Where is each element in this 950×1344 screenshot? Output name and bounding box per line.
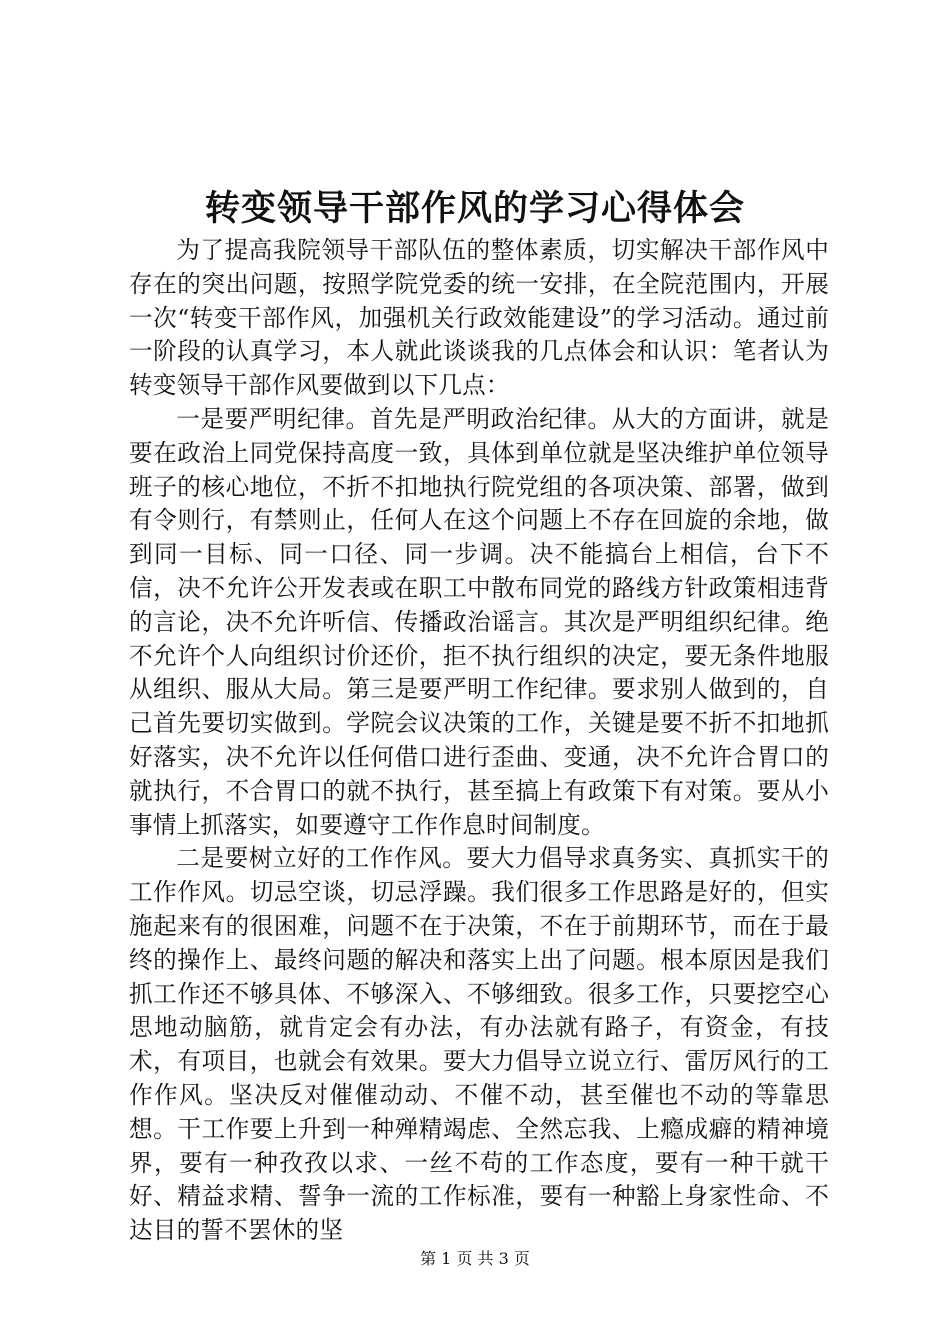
document-title: 转变领导干部作风的学习心得体会 — [204, 189, 745, 229]
paragraph-work-style: 二是要树立好的工作作风。要大力倡导求真务实、真抓实干的工作作风。切忌空谈，切忌浮躁。我们很多工作思路是好的，但实施起来有的很困难，问题不在于决策，不在于前期环节，而在于最终的操作上、最终问题的解决和落实上出了问题。根本原因是我们抓工作还不够具体、不够深入、不够细致。很多工作，只要挖空心思地动脑筋，就肯定会有办法，有办法就有路子，有资金，有技术，有项目，也就会有效果。要大力倡导立说立行、雷厉风行的工作作风。坚决反对催催动动、不催不动，甚至催也不动的等靠思想。干工作要上升到一种殚精竭虑、全然忘我、上瘾成癖的精神境界，要有一种孜孜以求、一丝不苟的工作态度，要有一种干就干好、精益求精、誓争一流的工作标准，要有一种豁上身家性命、不达目的誓不罢休的坚 — [129, 844, 829, 1245]
page-footer: 第 1 页 共 3 页 — [420, 1249, 530, 1268]
paragraph-intro: 为了提高我院领导干部队伍的整体素质，切实解决干部作风中存在的突出问题，按照学院党委的统一安排，在全院范围内，开展一次“转变干部作风，加强机关行政效能建设”的学习活动。通过前一阶段的认真学习，本人就此谈谈我的几点体会和认识：笔者认为转变领导干部作风要做到以下几点： — [129, 236, 829, 400]
paragraph-discipline: 一是要严明纪律。首先是严明政治纪律。从大的方面讲，就是要在政治上同党保持高度一致，具体到单位就是坚决维护单位领导班子的核心地位，不折不扣地执行院党组的各项决策、部署，做到有令则行，有禁则止，任何人在这个问题上不存在回旋的余地，做到同一目标、同一口径、同一步调。决不能搞台上相信，台下不信，决不允许公开发表或在职工中散布同党的路线方针政策相违背的言论，决不允许听信、传播政治谣言。其次是严明组织纪律。绝不允许个人向组织讨价还价，拒不执行组织的决定，要无条件地服从组织、服从大局。第三是要严明工作纪律。要求别人做到的，自己首先要切实做到。学院会议决策的工作，关键是要不折不扣地抓好落实，决不允许以任何借口进行歪曲、变通，决不允许合胃口的就执行，不合胃口的就不执行，甚至搞上有政策下有对策。要从小事情上抓落实，如要遵守工作作息时间制度。 — [129, 404, 829, 839]
document-body — [129, 234, 829, 1248]
